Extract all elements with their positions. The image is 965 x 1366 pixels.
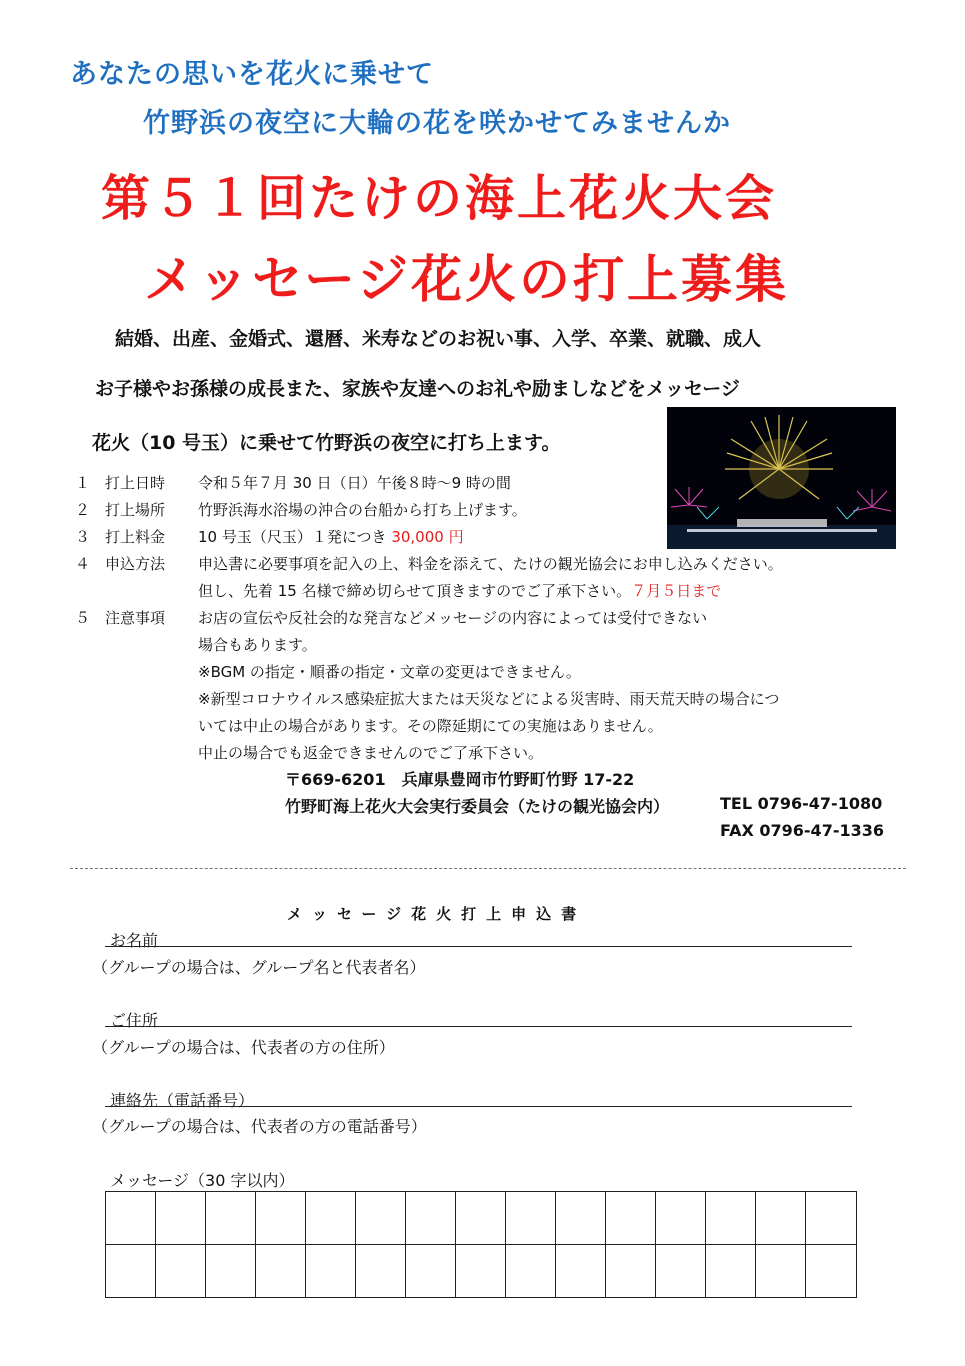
event-title: 第５１回たけの海上花火大会 — [101, 170, 778, 227]
fee-price: 30,000 円 — [391, 528, 464, 546]
detail-value — [198, 526, 464, 547]
message-cell[interactable] — [506, 1245, 556, 1298]
intro-line-1: 結婚、出産、金婚式、還暦、米寿などのお祝い事、入学、卒業、就職、成人 — [115, 328, 762, 350]
contact-organization: 竹野町海上花火大会実行委員会（たけの観光協会内） — [285, 797, 670, 816]
message-cell[interactable] — [606, 1192, 656, 1245]
message-cell[interactable] — [256, 1245, 306, 1298]
message-cell[interactable] — [406, 1192, 456, 1245]
message-cell[interactable] — [556, 1192, 606, 1245]
name-label: お名前 — [110, 931, 159, 950]
address-input-line[interactable] — [105, 1026, 852, 1027]
name-note: （グループの場合は、グループ名と代表者名） — [92, 958, 426, 977]
phone-note: （グループの場合は、代表者の方の電話番号） — [92, 1117, 427, 1136]
notice-line-4: ※新型コロナウイルス感染症拡大または天災などによる災害時、雨天荒天時の場合につ — [198, 690, 780, 708]
detail-number: ３ — [75, 528, 91, 546]
message-cell[interactable] — [556, 1245, 606, 1298]
detail-number: ４ — [75, 555, 91, 573]
detail-label: 注意事項 — [105, 609, 166, 627]
notice-line-3: ※BGM の指定・順番の指定・文章の変更はできません。 — [198, 663, 581, 681]
detail-label: 打上場所 — [105, 501, 166, 519]
cut-line — [70, 868, 906, 869]
message-cell[interactable] — [506, 1192, 556, 1245]
phone-label: 連絡先（電話番号） — [110, 1091, 255, 1110]
detail-value: 令和５年７月 30 日（日）午後８時～9 時の間 — [198, 474, 511, 492]
message-grid[interactable] — [105, 1191, 857, 1298]
message-cell[interactable] — [706, 1192, 756, 1245]
detail-item-1 — [75, 472, 925, 498]
detail-label: 打上料金 — [105, 528, 166, 546]
fee-text: 10 号玉（尺玉）１発につき — [198, 528, 392, 546]
detail-label: 申込方法 — [105, 555, 166, 573]
detail-number: １ — [75, 474, 91, 492]
message-cell[interactable] — [306, 1192, 356, 1245]
message-cell[interactable] — [106, 1192, 156, 1245]
message-cell[interactable] — [106, 1245, 156, 1298]
message-label: メッセージ（30 字以内） — [110, 1171, 295, 1190]
recruitment-title: メッセージ花火の打上募集 — [144, 251, 789, 310]
detail-item-4-continued — [198, 580, 721, 601]
message-cell[interactable] — [206, 1245, 256, 1298]
intro-line-3: 花火（10 号玉）に乗せて竹野浜の夜空に打ち上ます。 — [92, 432, 561, 454]
message-cell[interactable] — [406, 1245, 456, 1298]
contact-fax: FAX 0796-47-1336 — [720, 821, 884, 840]
message-cell[interactable] — [656, 1192, 706, 1245]
detail-item-4 — [75, 553, 925, 579]
detail-value-line-2: 但し、先着 15 名様で締め切らせて頂きますのでご了承下さい。 — [198, 582, 632, 600]
message-cell[interactable] — [156, 1245, 206, 1298]
detail-value: 竹野浜海水浴場の沖合の台船から打ち上げます。 — [198, 501, 527, 519]
contact-address: 〒669-6201 兵庫県豊岡市竹野町竹野 17-22 — [285, 770, 635, 789]
form-title: メッセージ花火打上申込書 — [287, 905, 587, 923]
tagline-line-1: あなたの思いを花火に乗せて — [70, 59, 434, 90]
notice-line-6: 中止の場合でも返金できませんのでご了承下さい。 — [198, 744, 544, 762]
detail-item-3 — [75, 526, 925, 552]
address-note: （グループの場合は、代表者の方の住所） — [92, 1038, 395, 1057]
tagline-line-2: 竹野浜の夜空に大輪の花を咲かせてみませんか — [143, 108, 731, 139]
message-cell[interactable] — [206, 1192, 256, 1245]
address-label: ご住所 — [110, 1011, 159, 1030]
detail-value: 申込書に必要事項を記入の上、料金を添えて、たけの観光協会にお申し込みください。 — [198, 555, 783, 573]
intro-line-2: お子様やお孫様の成長また、家族や友達へのお礼や励ましなどをメッセージ — [95, 378, 740, 400]
message-cell[interactable] — [606, 1245, 656, 1298]
message-cell[interactable] — [756, 1245, 806, 1298]
contact-tel: TEL 0796-47-1080 — [720, 794, 883, 813]
notice-line-5: いては中止の場合があります。その際延期にての実施はありません。 — [198, 717, 663, 735]
message-cell[interactable] — [356, 1192, 406, 1245]
detail-label: 打上日時 — [105, 474, 166, 492]
message-cell[interactable] — [706, 1245, 756, 1298]
detail-number: ５ — [75, 609, 91, 627]
message-cell[interactable] — [806, 1192, 856, 1245]
message-cell[interactable] — [756, 1192, 806, 1245]
name-input-line[interactable] — [105, 946, 852, 947]
detail-number: ２ — [75, 501, 91, 519]
message-cell[interactable] — [156, 1192, 206, 1245]
message-cell[interactable] — [306, 1245, 356, 1298]
deadline: ７月５日まで — [631, 582, 722, 600]
notice-line-2: 場合もあります。 — [198, 636, 317, 654]
message-cell[interactable] — [356, 1245, 406, 1298]
detail-item-5 — [75, 607, 925, 633]
detail-item-2 — [75, 499, 925, 525]
detail-value: お店の宣伝や反社会的な発言などメッセージの内容によっては受付できない — [198, 609, 708, 627]
message-cell[interactable] — [456, 1245, 506, 1298]
message-cell[interactable] — [256, 1192, 306, 1245]
message-cell[interactable] — [456, 1192, 506, 1245]
message-cell[interactable] — [656, 1245, 706, 1298]
message-cell[interactable] — [806, 1245, 856, 1298]
phone-input-line[interactable] — [105, 1106, 852, 1107]
